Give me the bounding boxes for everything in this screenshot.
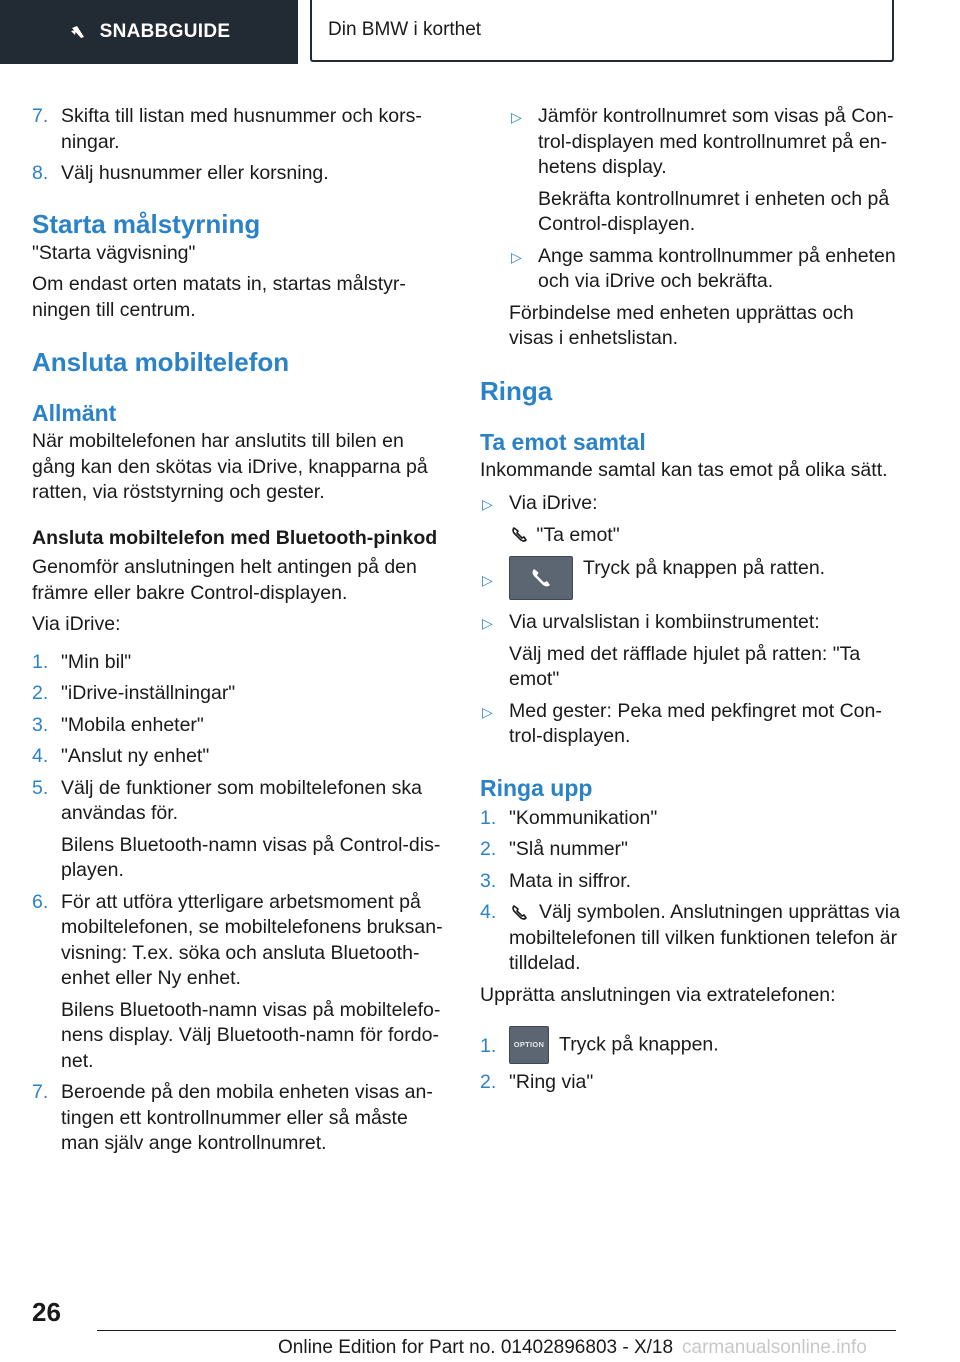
list-item: 4. "Anslut ny enhet" — [32, 745, 210, 767]
list-item: 3. Mata in siffror. — [480, 869, 632, 892]
page-number: 26 — [32, 1297, 61, 1327]
ta-emot-text: Inkommande samtal kan tas emot på olika sätt. — [480, 458, 888, 481]
list-item: ▷ Jämför kontrollnumret som visas på Control-displayen med kontrollnumret på enhetens display. — [511, 105, 894, 178]
tab-label: SNABBGUIDE — [99, 21, 231, 43]
list-item: 2. "Slå nummer" — [480, 838, 628, 860]
list-item: ▷ Tryck på knappen på ratten. — [480, 556, 900, 600]
list-item: 5. Välj de funktioner som mobiltelefonen ska användas för. — [32, 776, 422, 824]
via-idrive-label: Via iDrive: — [32, 613, 121, 635]
handset-icon — [509, 903, 531, 923]
option-button-icon: OPTION — [509, 1026, 549, 1064]
list-item: 7. Beroende på den mobila enheten visas antingen ett kontrollnummer eller så måste man själv ange kontrollnumret. — [32, 1081, 433, 1154]
list-item: 1. "Min bil" — [32, 650, 132, 673]
tab-title: Din BMW i korthet — [328, 19, 482, 41]
heading-ringa: Ringa — [480, 375, 553, 406]
heading-starta: Starta målstyrning — [32, 208, 261, 239]
triangle-bullet-icon: ▷ — [482, 496, 493, 512]
bluetooth-text: Genomför anslutningen helt antingen på den främre eller bakre Control-displayen. — [32, 556, 417, 604]
tab-snabbguide[interactable] — [0, 0, 298, 64]
allmant-text: När mobiltelefonen har anslutits till bilen en gång kan den skötas via iDrive, knapparna på ratten, via röststyrning och gester. — [32, 430, 428, 503]
footer-edition: Online Edition for Part no. 01402896803 - X/18 — [278, 1337, 674, 1358]
heading-ringa-upp: Ringa upp — [480, 774, 593, 801]
list-item: ▷ Ange samma kontrollnummer på enheten och via iDrive och bekräfta. — [511, 244, 896, 292]
left-column — [32, 104, 447, 1157]
triangle-bullet-icon: ▷ — [482, 572, 493, 588]
footer-divider — [97, 1330, 896, 1331]
heading-allmant: Allmänt — [32, 400, 117, 426]
heading-ta-emot: Ta emot samtal — [480, 428, 646, 455]
connection-text: Förbindelse med enheten upprättas och visas i enhetslistan. — [509, 301, 854, 349]
tab-din-bmw[interactable] — [310, 0, 894, 62]
list-item: 1. "Kommunikation" — [480, 806, 658, 829]
step-note: Bilens Bluetooth-namn visas på Control-displayen. — [61, 833, 441, 881]
list-item: 2. "iDrive-inställningar" — [32, 682, 236, 704]
bullet-note: "Ta emot" — [509, 523, 900, 549]
list-item: ▷ Via urvalslistan i kombiinstrumentet: — [480, 610, 900, 636]
list-item: ▷ Via iDrive: — [480, 491, 900, 517]
starta-text: Om endast orten matats in, startas målstyrningen till centrum. — [32, 273, 406, 321]
heading-ansluta: Ansluta mobiltelefon — [32, 347, 290, 377]
list-item: 2. "Ring via" — [480, 1071, 594, 1093]
list-item: 8. Välj husnummer eller korsning. — [32, 162, 329, 184]
triangle-bullet-icon: ▷ — [482, 615, 493, 631]
right-column — [480, 104, 900, 1096]
list-item: 3. "Mobila enheter" — [32, 713, 204, 736]
starta-command: "Starta vägvisning" — [32, 241, 196, 264]
list-item: ▷ Med gester: Peka med pekfingret mot Control-displayen. — [482, 699, 882, 747]
triangle-bullet-icon: ▷ — [511, 248, 522, 265]
bullet-note: Bekräfta kontrollnumret i enheten och på Control-displayen. — [538, 187, 890, 235]
bullet-note: Välj med det räfflade hjulet på ratten: "Ta emot" — [509, 642, 861, 690]
handset-icon — [509, 525, 531, 545]
list-item: 7. Skifta till listan med husnummer och korsningar. — [32, 105, 422, 153]
list-item: 6. För att utföra ytterligare arbetsmoment på mobiltelefonen, se mobiltelefonens bruksanvisning: T.ex. söka och ansluta Bluetooth-enhet eller Ny enhet. — [32, 890, 443, 989]
triangle-bullet-icon: ▷ — [482, 703, 493, 720]
triangle-bullet-icon: ▷ — [511, 109, 522, 125]
list-item: 4. Välj symbolen. Anslutningen upprättas via mobiltelefonen till vilken funktionen telefon är tilldelad. — [480, 901, 900, 974]
heading-bluetooth: Ansluta mobiltelefon med Bluetooth-pinkod — [32, 526, 438, 549]
extra-text: Upprätta anslutningen via extratelefonen: — [480, 983, 836, 1006]
step-note: Bilens Bluetooth-namn visas på mobiltelefonens display. Välj Bluetooth-namn för fordonet. — [61, 998, 441, 1072]
list-item: 1. OPTION Tryck på knappen. — [480, 1026, 900, 1064]
watermark: carmanualsonline.info — [682, 1337, 867, 1358]
snabbguide-icon — [68, 22, 88, 42]
phone-button-icon — [509, 556, 573, 600]
